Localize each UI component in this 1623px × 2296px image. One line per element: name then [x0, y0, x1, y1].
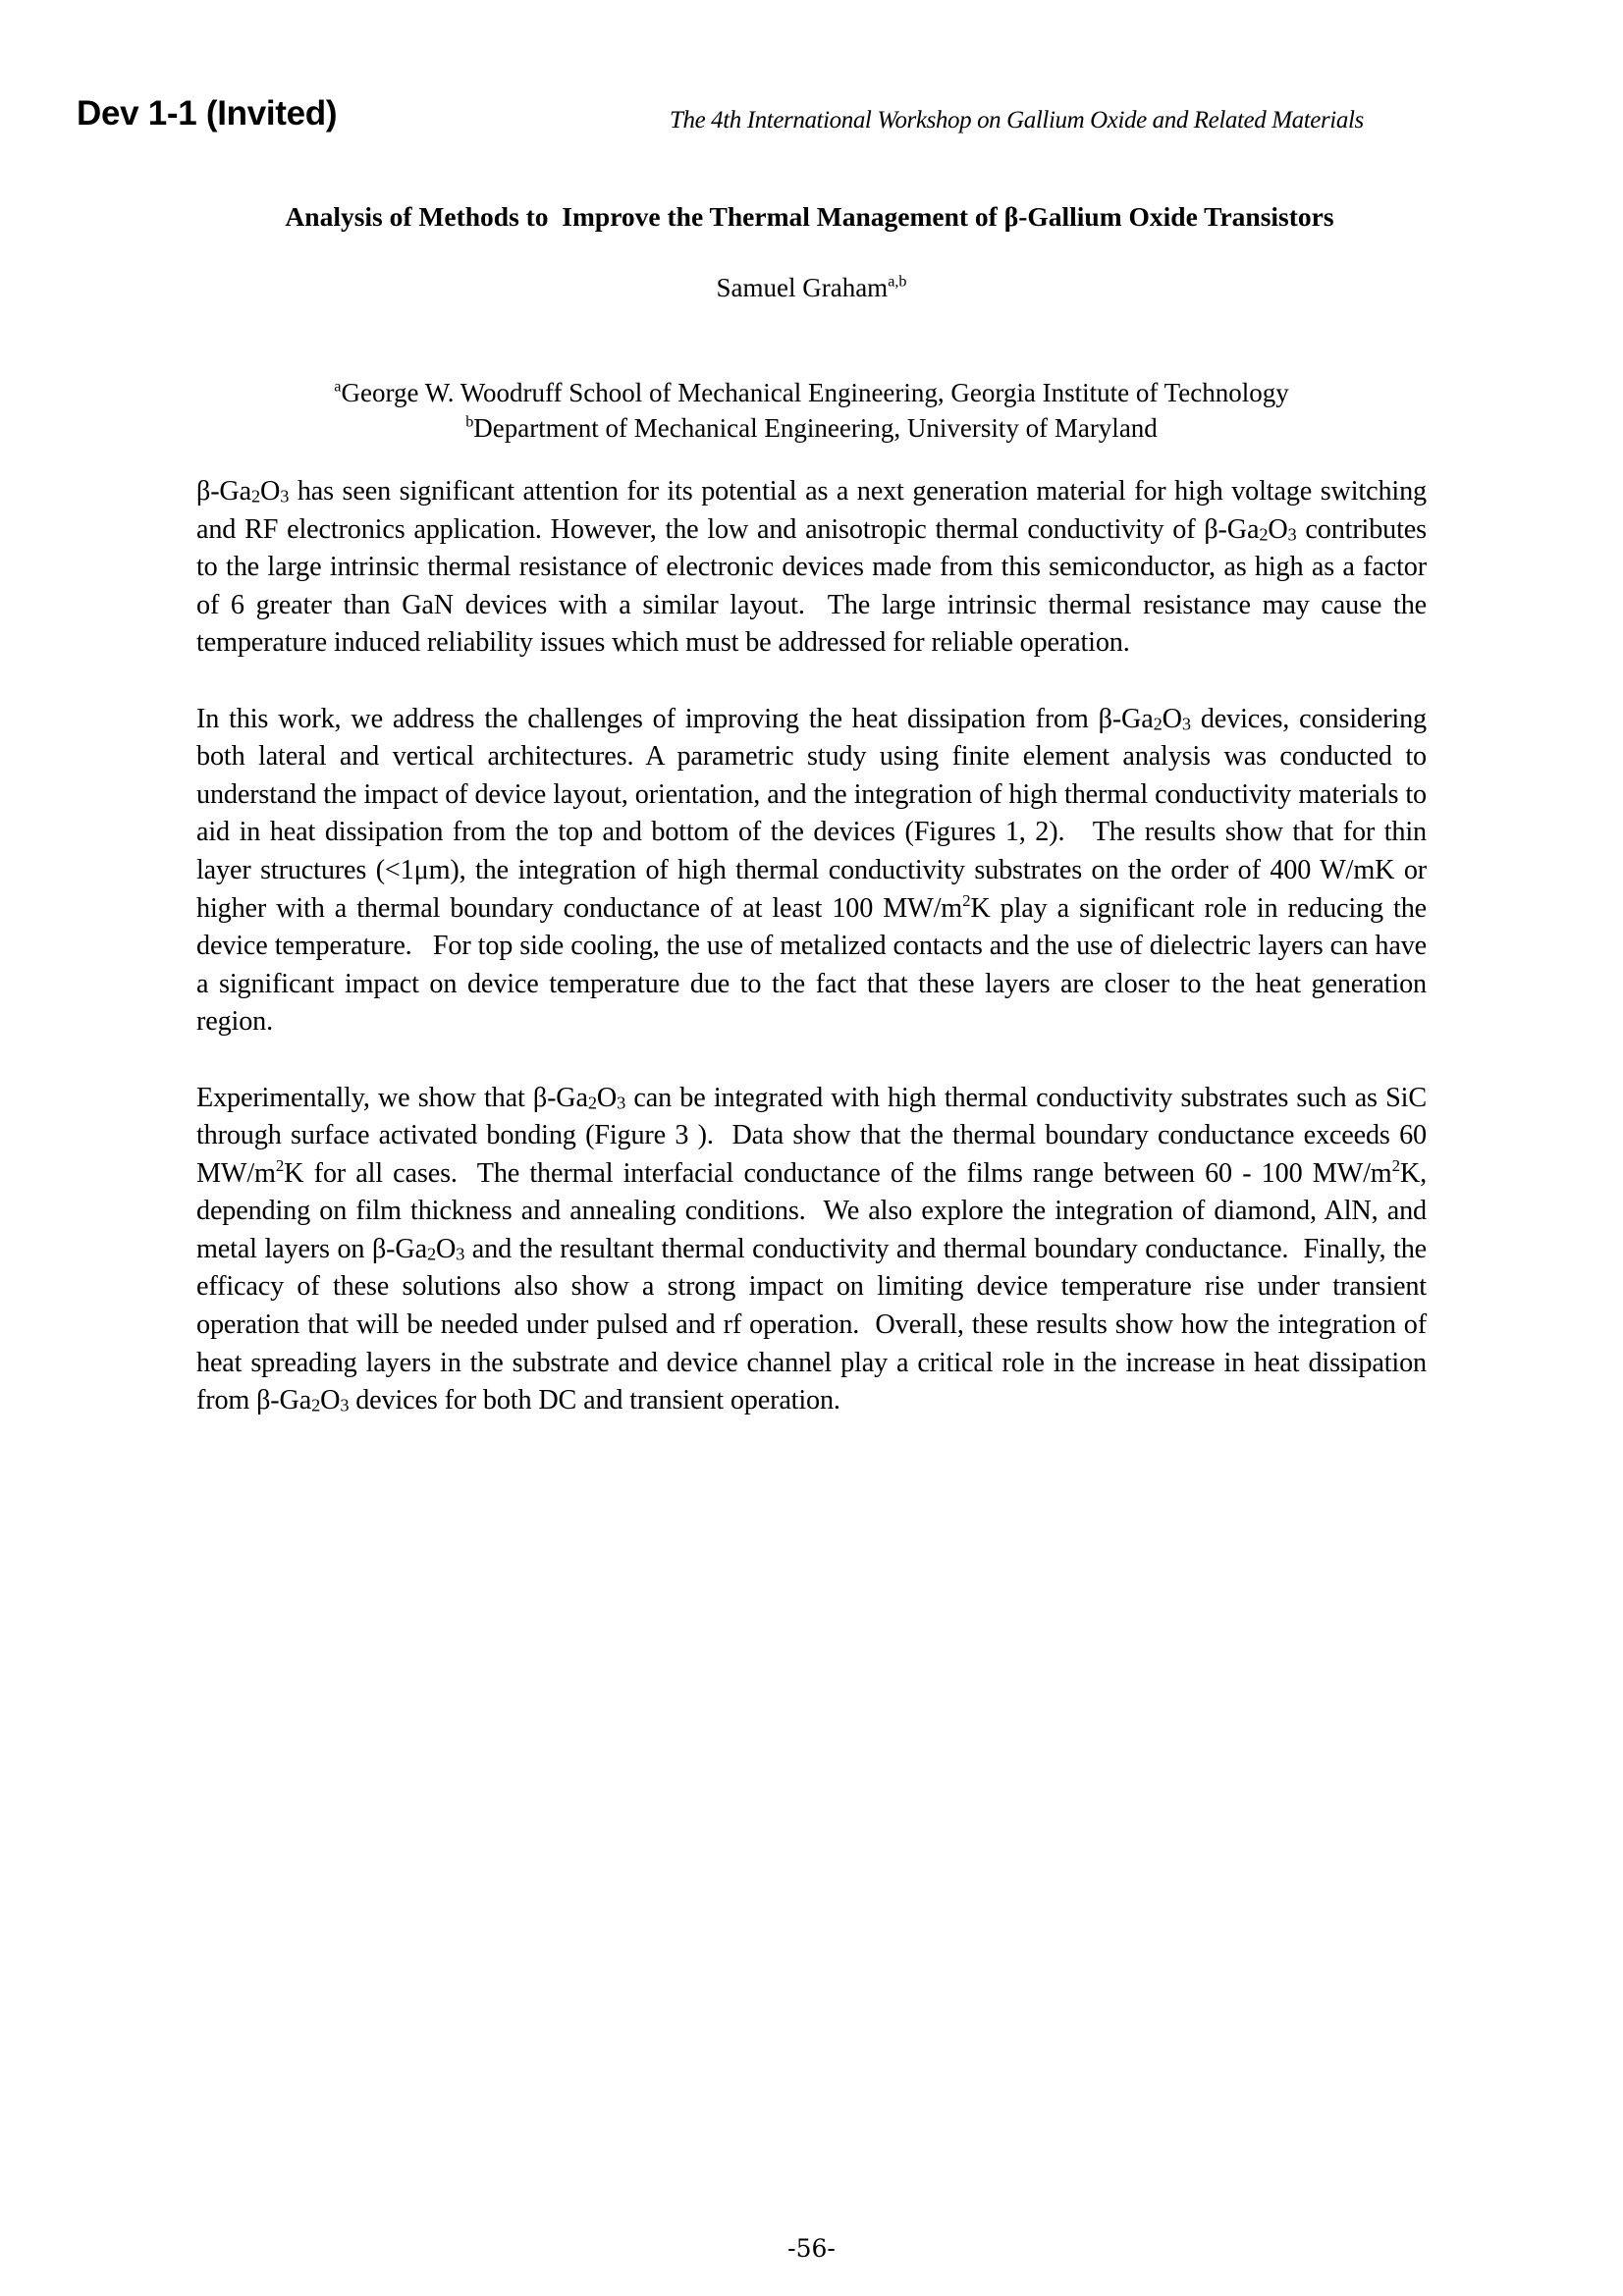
- subscript: 2: [251, 486, 261, 507]
- text-run: O: [596, 1082, 618, 1113]
- author-name: Samuel Graham: [716, 273, 889, 302]
- session-label: Dev 1-1 (Invited): [77, 94, 338, 133]
- abstract-body: [196, 473, 1434, 1458]
- text-run: devices, considering both lateral and vertical architectures. A parametric study using finite element analysis was conducted to understand the impact of device layout, orientation, and the integration of high thermal conductivity materials to aid in heat dissipation from the top and bottom of the devices (Figures 1, 2). The results show that for thin layer structures (<1μm), the integration of high thermal conductivity substrates on the order of 400 W/mK or higher with a thermal boundary conductance of at least 100 MW/m: [196, 703, 1434, 924]
- text-run: β-Ga: [196, 476, 251, 507]
- text-run: In this work, we address the challenges of improving the heat dissipation from β-Ga: [196, 703, 1154, 734]
- text-run: Experimentally, we show that β-Ga: [196, 1082, 588, 1113]
- subscript: 3: [456, 1244, 465, 1264]
- subscript: 2: [587, 1093, 597, 1113]
- text-run: has seen significant attention for its potential as a next generation material for high voltage switching and RF electronics application. However, the low and anisotropic thermal conductivity of β-Ga: [196, 476, 1427, 545]
- subscript: 2: [1153, 714, 1163, 734]
- subscript: 2: [1259, 524, 1269, 545]
- superscript: 2: [275, 1155, 285, 1175]
- subscript: 3: [617, 1093, 626, 1113]
- paper-title: [0, 200, 1623, 234]
- text-run: devices for both DC and transient operation.: [349, 1385, 840, 1416]
- text-run: and the resultant thermal conductivity and thermal boundary conductance. Finally, the efficacy of these solutions also show a strong impact on limiting device temperature rise under transient operation that will be needed under pulsed and rf operation. Overall, these results show how the integration of heat spreading layers in the substrate and device channel play a critical role in the increase in heat dissipation from β-Ga: [196, 1233, 1434, 1416]
- superscript: 2: [962, 890, 971, 910]
- superscript: 2: [1391, 1155, 1400, 1175]
- subscript: 2: [311, 1395, 321, 1415]
- subscript: 3: [1287, 524, 1297, 545]
- affiliation-text: Department of Mechanical Engineering, University of Maryland: [473, 413, 1158, 443]
- text-run: K, depending on film thickness and annealing conditions. We also explore the integration of diamond, AlN, and metal layers on β-Ga: [196, 1157, 1434, 1264]
- subscript: 3: [280, 486, 290, 507]
- page-number: -56-: [787, 2234, 836, 2263]
- affiliation-a: [0, 375, 1623, 410]
- paper-title-suffix: -Gallium Oxide Transistors: [1018, 201, 1334, 232]
- paragraph-simulation: [196, 701, 1434, 1041]
- affiliation-text: George W. Woodruff School of Mechanical Engineering, Georgia Institute of Technology: [341, 378, 1289, 407]
- workshop-name: The 4th International Workshop on Gallium Oxide and Related Materials: [670, 107, 1364, 133]
- paper-title-prefix: Analysis of Methods to Improve the Thermal Management of: [285, 201, 1004, 232]
- affiliations: [0, 375, 1623, 446]
- author-affiliation-marks: a,b: [888, 272, 907, 291]
- affiliation-mark: b: [465, 412, 474, 431]
- text-run: contributes to the large intrinsic thermal resistance of electronic devices made from this semiconductor, as high as a factor of 6 greater than GaN devices with a similar layout. The large intrinsic thermal resistance may cause the temperature induced reliability issues which must be addressed for reliable operation.: [196, 513, 1434, 659]
- author-line: [0, 271, 1623, 304]
- beta-symbol: β: [1003, 201, 1019, 232]
- text-run: O: [1162, 703, 1182, 734]
- text-run: O: [435, 1233, 457, 1264]
- subscript: 2: [426, 1244, 436, 1264]
- subscript: 3: [1181, 714, 1191, 734]
- affiliation-mark: a: [334, 377, 342, 396]
- text-run: K for all cases. The thermal interfacial conductance of the films range between 60 - 100 MW/m: [284, 1157, 1392, 1189]
- text-run: O: [260, 476, 281, 507]
- text-run: K play a significant role in reducing the device temperature. For top side cooling, the use of metalized contacts and the use of dielectric layers can have a significant impact on device temperature due to the fact that these layers are closer to the heat generation region.: [196, 892, 1434, 1038]
- paragraph-experimental: [196, 1080, 1434, 1420]
- paragraph-intro: [196, 473, 1434, 663]
- subscript: 3: [340, 1395, 350, 1415]
- text-run: O: [1268, 513, 1288, 545]
- text-run: O: [320, 1385, 341, 1416]
- text-run: can be integrated with high thermal conductivity substrates such as SiC through surface activated bonding (Figure 3 ). Data show that the thermal boundary conductance exceeds 60 MW/m: [196, 1082, 1434, 1189]
- affiliation-b: [0, 410, 1623, 446]
